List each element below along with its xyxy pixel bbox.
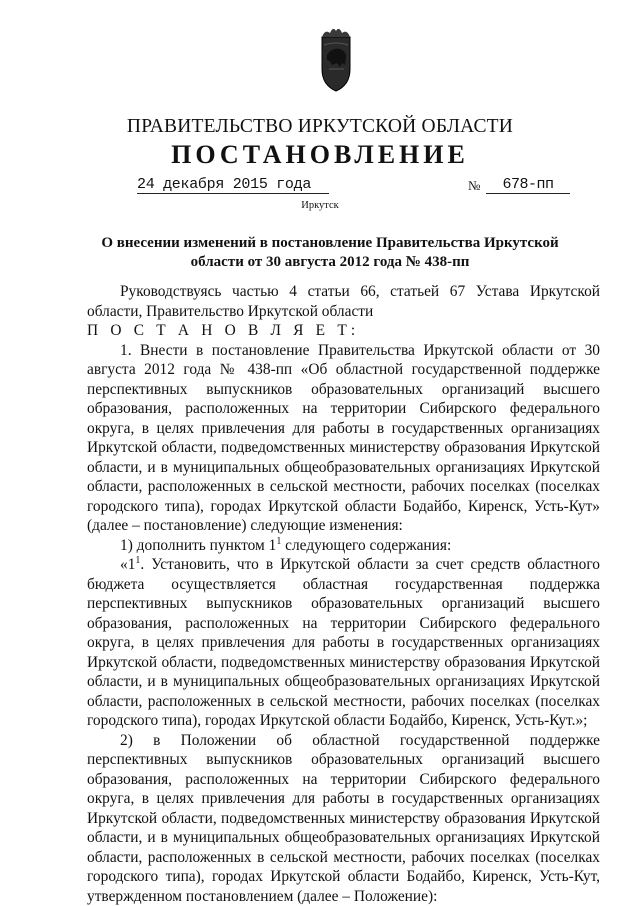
government-title: ПРАВИТЕЛЬСТВО ИРКУТСКОЙ ОБЛАСТИ <box>0 116 640 138</box>
document-subject: О внесении изменений в постановление Правительства Иркутской области от 30 августа 2012 года № 438-пп <box>100 234 560 272</box>
document-number: 678-пп <box>486 176 570 194</box>
number-sign: № <box>468 178 480 194</box>
paragraph-2: 1) дополнить пунктом $1^1$ следующего содержания: <box>87 536 600 556</box>
document-body <box>87 282 600 906</box>
paragraph-3: «$1^1$. Установить, что в Иркутской области за счет средств областного бюджета осуществляется областная государственная поддержка перспективных выпускников образовательных организаций высшего образования, расположенных на территории Сибирского федерального округа, в целях привлечения для работы в государственных организациях Иркутской области, подведомственных министерству образования Иркутской области, и в муниципальных общеобразовательных организациях Иркутской области, расположенных в сельской местности, рабочих поселках (поселках городского типа), городах Иркутской области Бодайбо, Киренск, Усть-Кут.»; <box>87 555 600 731</box>
document-date: 24 декабря 2015 года <box>137 176 329 194</box>
paragraph-4: 2) в Положении об областной государственной поддержке перспективных выпускников образовательных организаций высшего образования, расположенных на территории Сибирского федерального округа, в целях привлечения для работы в государственных организациях Иркутской области, подведомственных министерству образования Иркутской области, и в муниципальных общеобразовательных организациях Иркутской области, расположенных в сельской местности, рабочих поселках (поселках городского типа), городах Иркутской области Бодайбо, Киренск, Усть-Кут, утвержденном постановлением (далее – Положение): <box>87 731 600 906</box>
paragraph-1: 1. Внести в постановление Правительства Иркутской области от 30 августа 2012 года № 438-пп «Об областной государственной поддержке перспективных выпускников образовательных организаций высшего образования, расположенных на территории Сибирского федерального округа, в целях привлечения для работы в государственных организациях Иркутской области, подведомственных министерству образования Иркутской области, и в муниципальных общеобразовательных организациях Иркутской области, расположенных в сельской местности, рабочих поселках (поселках городского типа), городах Иркутской области Бодайбо, Киренск, Усть-Кут» (далее – постановление) следующие изменения: <box>87 341 600 536</box>
city-name: Иркутск <box>0 200 640 211</box>
decree-word: П О С Т А Н О В Л Я Е Т: <box>87 321 600 341</box>
document-type: ПОСТАНОВЛЕНИЕ <box>0 140 640 170</box>
preamble-paragraph: Руководствуясь частью 4 статьи 66, статьей 67 Устава Иркутской области, Правительство Иркутской области <box>87 282 600 321</box>
irkutsk-coat-of-arms-icon <box>316 25 356 95</box>
